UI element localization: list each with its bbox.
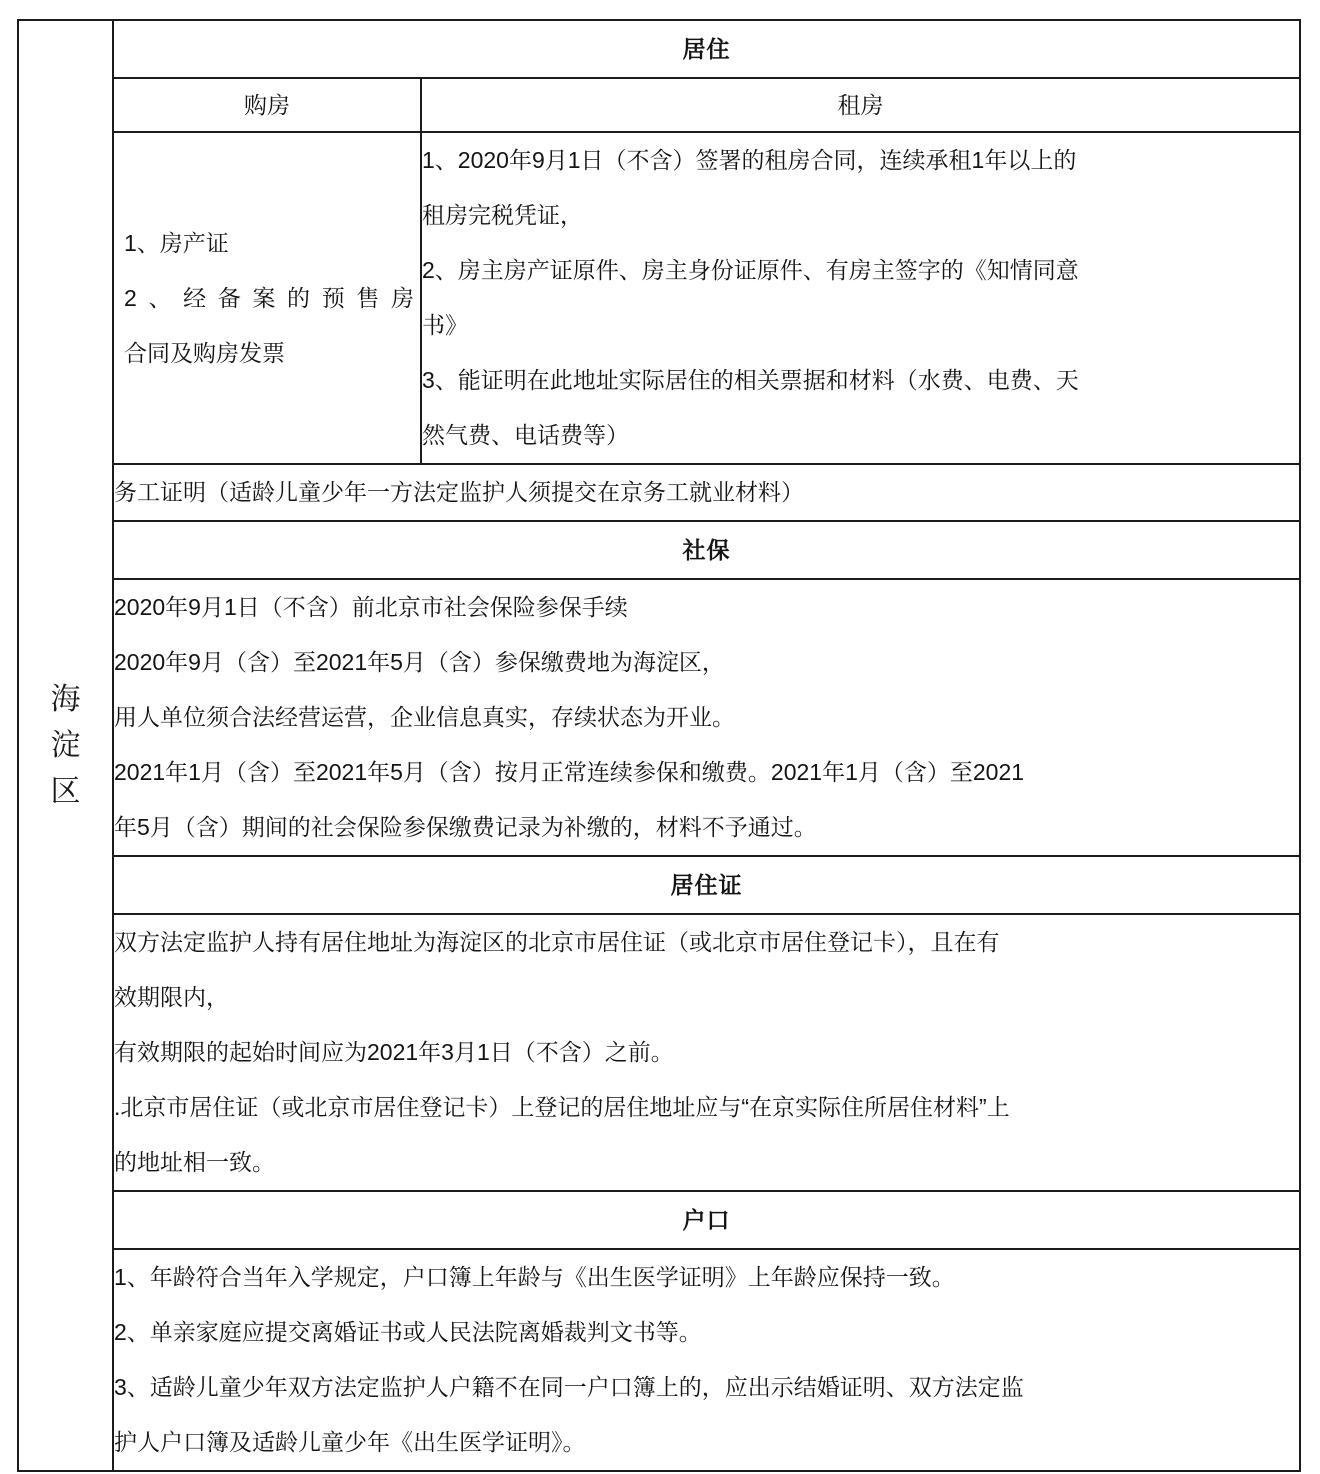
table-row (18, 132, 1300, 464)
social-insurance-requirements (113, 579, 1300, 856)
social-line-4: 2021年1月（含）至2021年5月（含）按月正常连续参保和缴费。2021年1月（含）至2021 (114, 759, 1025, 785)
table-row (18, 579, 1300, 856)
section-header-residence: 居住 (113, 20, 1300, 78)
table-row (18, 78, 1300, 132)
district-char-1: 海 (50, 682, 81, 716)
table-row (18, 856, 1300, 914)
rent-line-2: 租房完税凭证， (422, 202, 583, 228)
rent-line-5: 3、能证明在此地址实际居住的相关票据和材料（水费、电费、天 (422, 367, 1079, 393)
rent-line-6: 然气费、电话费等） (422, 422, 629, 448)
permit-line-1: 双方法定监护人持有居住地址为海淀区的北京市居住证（或北京市居住登记卡），且在有 (114, 929, 1000, 955)
enrollment-requirements-table (17, 19, 1301, 1472)
table-row (18, 1191, 1300, 1249)
buy-house-requirements (113, 132, 421, 464)
employment-certificate-note: 务工证明（适龄儿童少年一方法定监护人须提交在京务工就业材料） (113, 464, 1300, 521)
table-row (18, 464, 1300, 521)
social-line-5: 年5月（含）期间的社会保险参保缴费记录为补缴的，材料不予通过。 (114, 814, 817, 840)
permit-line-4: .北京市居住证（或北京市居住登记卡）上登记的居住地址应与“在京实际住所居住材料”上 (114, 1094, 1010, 1120)
social-line-3: 用人单位须合法经营运营，企业信息真实，存续状态为开业。 (114, 704, 735, 730)
rent-line-4: 书》 (422, 312, 468, 338)
table-row (18, 1249, 1300, 1471)
permit-line-5: 的地址相一致。 (114, 1149, 275, 1175)
permit-line-3: 有效期限的起始时间应为2021年3月1日（不含）之前。 (114, 1039, 674, 1065)
household-line-1: 1、年龄符合当年入学规定，户口簿上年龄与《出生医学证明》上年龄应保持一致。 (114, 1264, 955, 1290)
subheader-buy-house: 购房 (113, 78, 421, 132)
rent-house-requirements (421, 132, 1300, 464)
household-line-2: 2、单亲家庭应提交离婚证书或人民法院离婚裁判文书等。 (114, 1319, 702, 1345)
buy-line-1: 1、房产证 (124, 229, 229, 256)
household-line-4: 护人户口簿及适龄儿童少年《出生医学证明》。 (114, 1429, 586, 1455)
social-line-2: 2020年9月（含）至2021年5月（含）参保缴费地为海淀区， (114, 649, 725, 675)
section-header-residence-permit: 居住证 (113, 856, 1300, 914)
district-cell (18, 20, 113, 1471)
table-row (18, 20, 1300, 78)
table-row (18, 521, 1300, 579)
district-char-3: 区 (50, 774, 81, 808)
household-requirements (113, 1249, 1300, 1471)
table-row (18, 914, 1300, 1191)
social-line-1: 2020年9月1日（不含）前北京市社会保险参保手续 (114, 594, 628, 620)
residence-permit-requirements (113, 914, 1300, 1191)
district-label (19, 677, 112, 815)
household-line-3: 3、适龄儿童少年双方法定监护人户籍不在同一户口簿上的，应出示结婚证明、双方法定监 (114, 1374, 1024, 1400)
buy-line-2: 2、经备案的预售房 (124, 284, 414, 311)
rent-line-3: 2、房主房产证原件、房主身份证原件、有房主签字的《知情同意 (422, 257, 1079, 283)
buy-line-3: 合同及购房发票 (124, 339, 285, 366)
subheader-rent-house: 租房 (421, 78, 1300, 132)
district-char-2: 淀 (50, 728, 81, 762)
rent-line-1: 1、2020年9月1日（不含）签署的租房合同，连续承租1年以上的 (422, 147, 1077, 173)
section-header-social-insurance: 社保 (113, 521, 1300, 579)
permit-line-2: 效期限内， (114, 984, 229, 1010)
section-header-household: 户口 (113, 1191, 1300, 1249)
